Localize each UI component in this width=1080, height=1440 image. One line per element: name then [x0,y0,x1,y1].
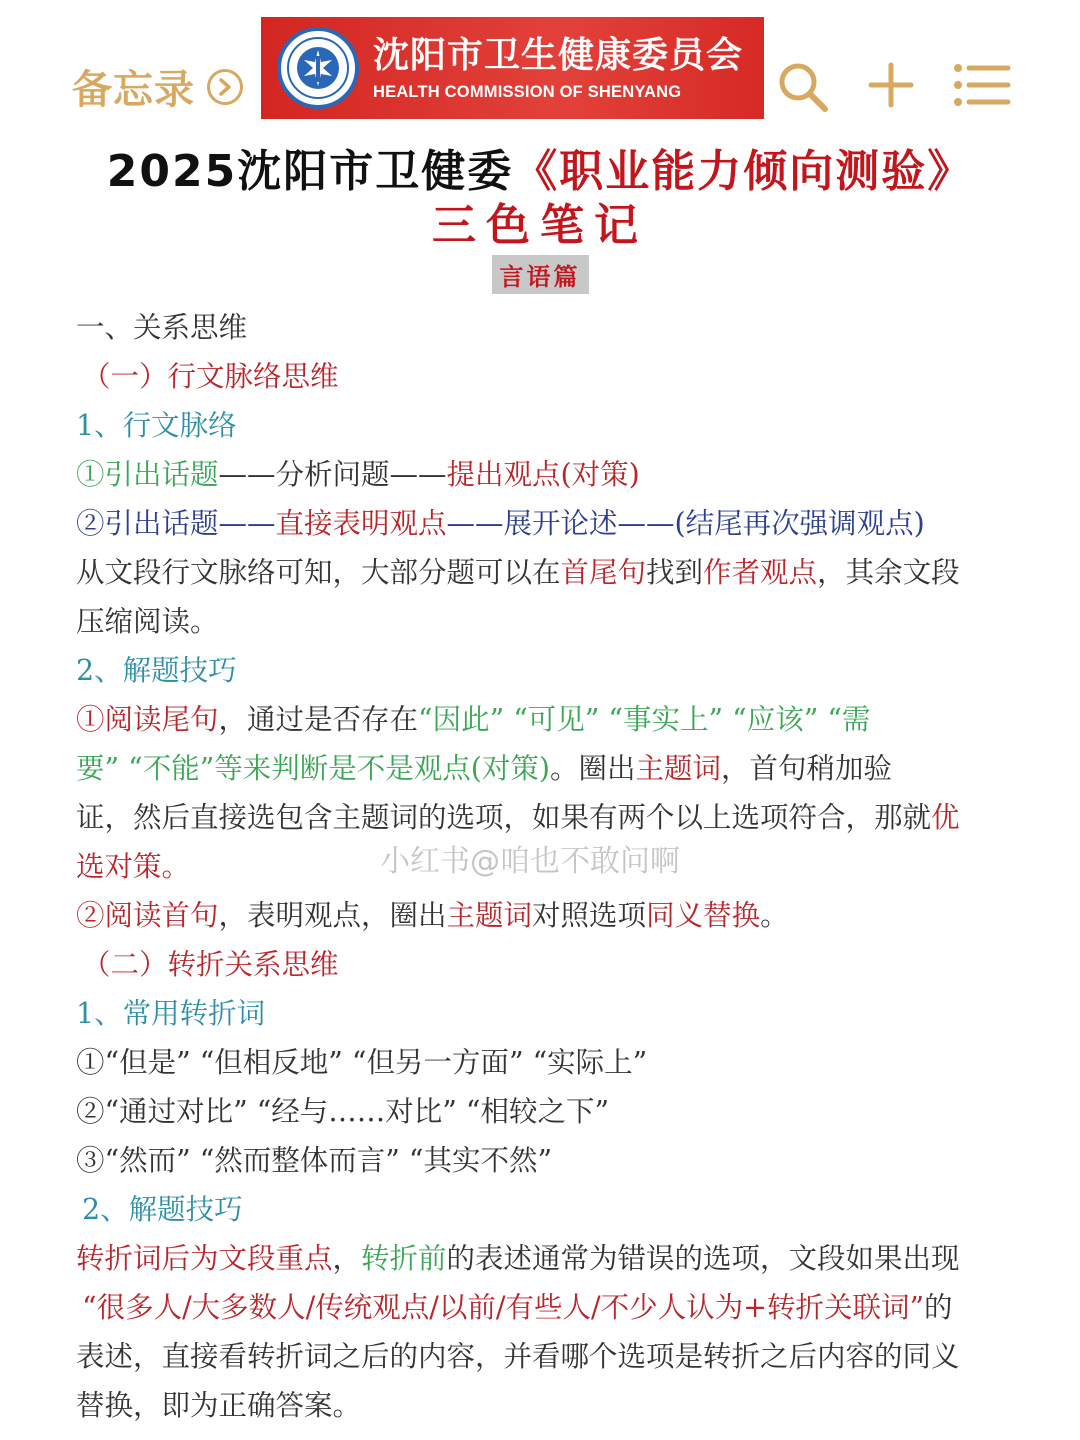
heading-level-3: 1、常用转折词 [76,997,266,1030]
heading-level-2: （二）转折关系思维 [82,948,339,981]
text-line: 要” “不能”等来判断是不是观点(对策)。圈出主题词，首句稍加验 [76,752,893,785]
banner-chinese-title: 沈阳市卫生健康委员会 [373,34,744,76]
heading-level-1: 一、关系思维 [76,311,248,344]
memo-back-link[interactable] [72,58,243,115]
text-line: 从文段行文脉络可知，大部分题可以在首尾句找到作者观点，其余文段 [76,556,960,589]
add-icon[interactable] [866,60,916,114]
text-line: 表述，直接看转折词之后的内容，并看哪个选项是转折之后内容的同义 [76,1340,960,1373]
search-icon[interactable] [776,60,830,118]
text-line: 压缩阅读。 [76,605,219,638]
heading-level-3: 2、解题技巧 [82,1193,243,1226]
commission-banner [261,17,764,119]
commission-logo [277,27,359,109]
chevron-right-icon [207,69,243,105]
text-line: 转折词后为文段重点，转折前的表述通常为错误的选项，文段如果出现 [76,1242,960,1275]
page-title [0,142,1080,202]
memo-label: 备忘录 [72,67,195,113]
list-item: ③“然而” “然而整体而言” “其实不然” [76,1144,553,1177]
title-red-part: 《职业能力倾向测验》 [513,146,974,197]
list-item: ①“但是” “但相反地” “但另一方面” “实际上” [76,1046,648,1079]
watermark: 小红书@咱也不敢问啊 [380,844,680,879]
banner-english-title: HEALTH COMMISSION OF SHENYANG [373,82,682,101]
heading-level-3: 1、行文脉络 [76,409,237,442]
text-line: “很多人/大多数人/传统观点/以前/有些人/不少人认为+转折关联词”的 [82,1291,953,1324]
title-black-part: 2025沈阳市卫健委 [106,146,514,197]
text-line: ①引出话题——分析问题——提出观点(对策) [76,458,640,491]
heading-level-2: （一）行文脉络思维 [82,360,339,393]
section-tag: 言语篇 [492,255,589,294]
text-line: 证，然后直接选包含主题词的选项，如果有两个以上选项符合，那就优 [76,801,960,834]
text-line: 选对策。 [76,850,191,883]
text-line: 替换，即为正确答案。 [76,1389,362,1422]
text-line: ②阅读首句，表明观点，圈出主题词对照选项同义替换。 [76,899,789,932]
page-subtitle: 三色笔记 [432,200,648,251]
text-line: ②引出话题——直接表明观点——展开论述——(结尾再次强调观点) [76,507,925,540]
list-item: ②“通过对比” “经与……对比” “相较之下” [76,1095,610,1128]
top-bar [0,0,1080,130]
list-menu-icon[interactable] [952,60,1012,114]
heading-level-3: 2、解题技巧 [76,654,237,687]
text-line: ①阅读尾句，通过是否存在“因此” “可见” “事实上” “应该” “需 [76,703,871,736]
